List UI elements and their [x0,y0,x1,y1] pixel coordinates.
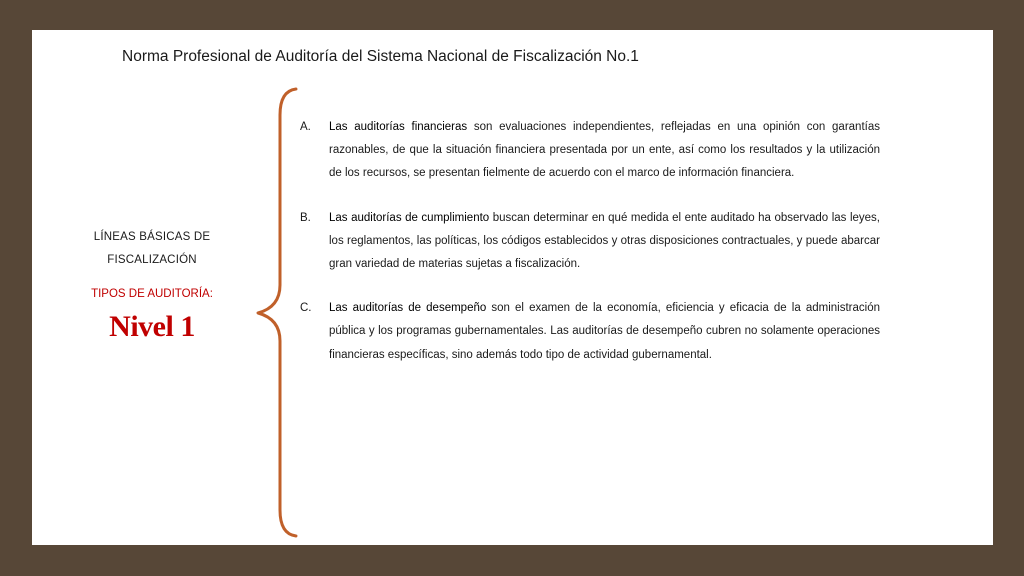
audit-types-label: TIPOS DE AUDITORÍA: [91,288,213,300]
item-text: son evaluaciones independientes, reflejadas en una opinión con garantías razonables, de que la situación financiera presentada por un ente, así como los resultados y la utilización de los recursos, se presentan fielmente de acuerdo con el marco de información financiera. [329,121,880,180]
item-lead: Las auditorías de cumplimiento [329,211,490,224]
list-item-financial-audits [300,116,880,186]
basic-lines-heading: LÍNEAS BÁSICAS DE FISCALIZACIÓN [93,231,211,266]
slide-title: Norma Profesional de Auditoría del Sistema Nacional de Fiscalización No.1 [122,48,639,65]
item-letter: A. [300,121,311,133]
list-item-compliance-audits [300,207,880,277]
left-column [72,226,232,344]
audit-types-list [300,116,880,388]
item-letter: C. [300,302,312,315]
list-item-performance-audits [300,297,880,367]
item-text: son el examen de la economía, eficiencia y eficacia de la administración pública y los programas gubernamentales. Las auditorías de desempeño cubren no solamente operaciones financieras específicas, sino además todo tipo de actividad gubernamental. [329,302,880,361]
item-lead: Las auditorías de desempeño [329,302,487,315]
item-letter: B. [300,211,311,224]
level-label: Nivel 1 [109,310,195,343]
item-lead: Las auditorías financieras [329,121,468,133]
item-text: buscan determinar en qué medida el ente auditado ha observado las leyes, los reglamentos, las políticas, los códigos establecidos y otras disposiciones contractuales, y puede abarcar gran variedad de materias sujetas a fiscalización. [329,211,880,271]
slide [32,30,993,545]
